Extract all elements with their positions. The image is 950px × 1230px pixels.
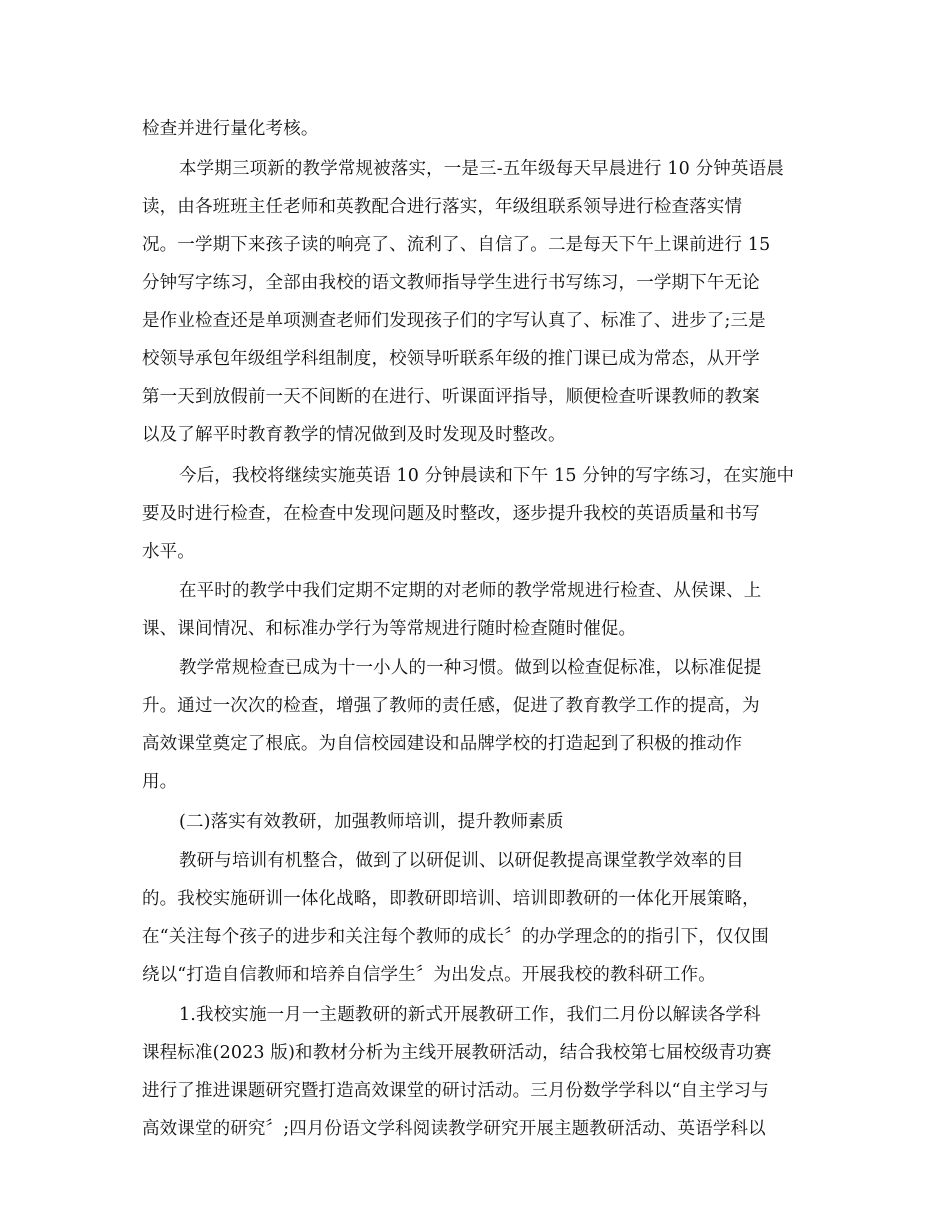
paragraph-start-line: 本学期三项新的教学常规被落实，一是三-五年级每天早晨进行 10 分钟英语晨 [179, 159, 784, 179]
text-line: 检查并进行量化考核。 [142, 119, 319, 139]
text-line: 升。通过一次次的检查，增强了教师的责任感，促进了教育教学工作的提高，为 [142, 696, 760, 716]
text-line: 水平。 [142, 542, 195, 562]
text-line: 校领导承包年级组学科组制度，校领导听联系年级的推门课已成为常态，从开学 [142, 349, 760, 369]
text-line: 进行了推进课题研究暨打造高效课堂的研讨活动。三月份数学学科以“自主学习与 [142, 1081, 769, 1101]
paragraph-start-line: 今后，我校将继续实施英语 10 分钟晨读和下午 15 分钟的写字练习，在实施中 [179, 466, 795, 486]
paragraph-start-line: 教学常规检查已成为十一小人的一种习惯。做到以检查促标准，以标准促提 [179, 658, 762, 678]
text-line: 要及时进行检查，在检查中发现问题及时整改，逐步提升我校的英语质量和书写 [142, 504, 760, 524]
text-line: 第一天到放假前一天不间断的在进行、听课面评指导，顺便检查听课教师的教案 [142, 387, 760, 407]
text-line: 高效课堂奠定了根底。为自信校园建设和品牌学校的打造起到了积极的推动作 [142, 734, 743, 754]
text-line: 高效课堂的研究〞;四月份语文学科阅读教学研究开展主题教研活动、英语学科以 [142, 1119, 766, 1139]
text-line: 分钟写字练习，全部由我校的语文教师指导学生进行书写练习，一学期下午无论 [142, 273, 760, 293]
text-line: 在“关注每个孩子的进步和关注每个教师的成长〞的办学理念的的指引下，仅仅围 [142, 927, 769, 947]
text-line: 课、课间情况、和标准办学行为等常规进行随时检查随时催促。 [142, 619, 637, 639]
text-line: 课程标准(2023 版)和教材分析为主线开展教研活动，结合我校第七届校级青功赛 [142, 1043, 772, 1063]
text-line: 是作业检查还是单项测查老师们发现孩子们的字写认真了、标准了、进步了;三是 [142, 311, 766, 331]
text-line: 的。我校实施研训一体化战略，即教研即培训、培训即教研的一体化开展策略， [142, 889, 760, 909]
text-line: 读，由各班班主任老师和英教配合进行落实，年级组联系领导进行检查落实情 [142, 197, 743, 217]
text-line: 用。 [142, 772, 178, 792]
section-heading: (二)落实有效教研，加强教师培训，提升教师素质 [179, 812, 564, 832]
paragraph-start-line: 1.我校实施一月一主题教研的新式开展教研工作，我们二月份以解读各学科 [179, 1005, 761, 1025]
text-line: 况。一学期下来孩子读的响亮了、流利了、自信了。二是每天下午上课前进行 15 [142, 235, 771, 255]
text-line: 绕以“打造自信教师和培养自信学生〞为出发点。开展我校的教科研工作。 [142, 965, 716, 985]
paragraph-start-line: 教研与培训有机整合，做到了以研促训、以研促教提高课堂教学效率的目 [179, 851, 744, 871]
paragraph-start-line: 在平时的教学中我们定期不定期的对老师的教学常规进行检查、从侯课、上 [179, 581, 762, 601]
text-line: 以及了解平时教育教学的情况做到及时发现及时整改。 [142, 425, 566, 445]
